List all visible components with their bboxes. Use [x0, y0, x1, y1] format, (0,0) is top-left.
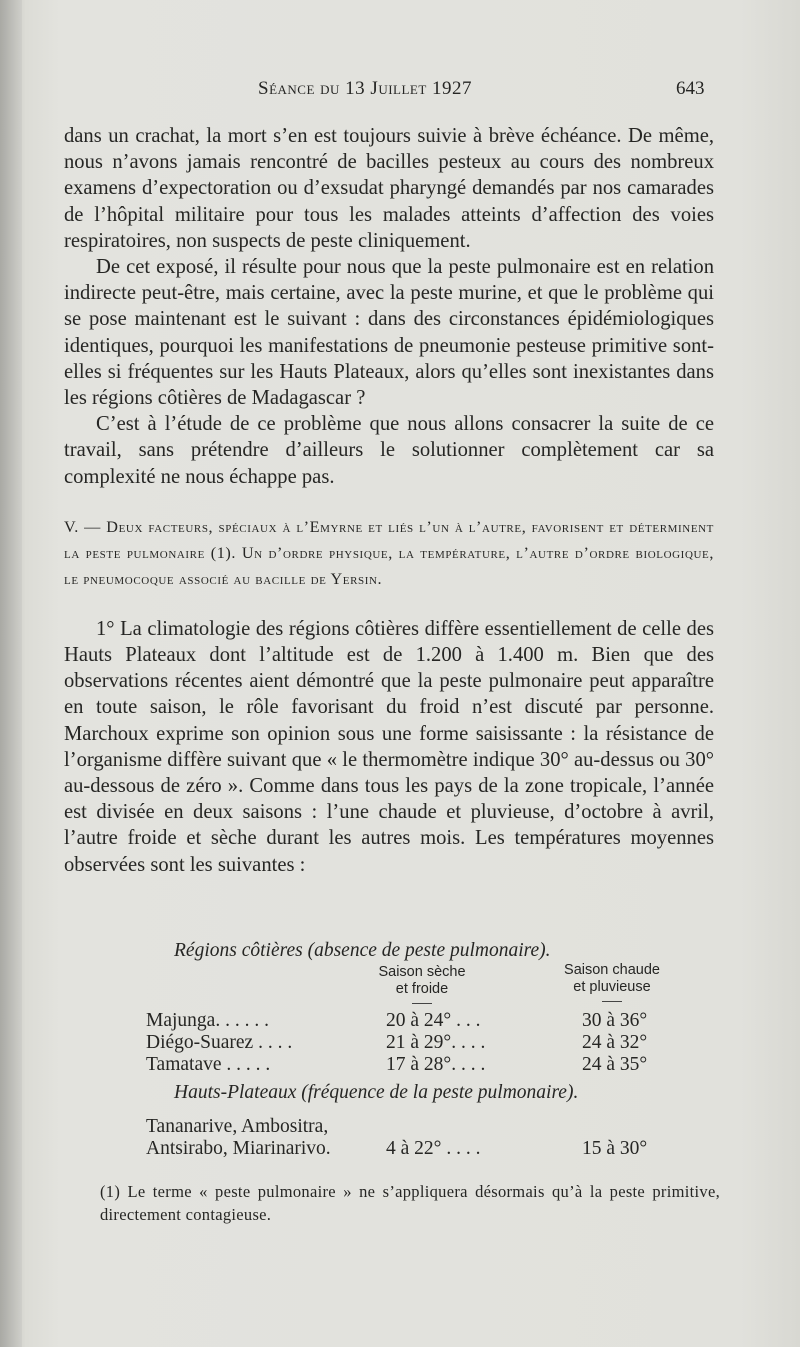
page-header	[0, 78, 800, 108]
column-rule	[412, 1003, 432, 1004]
wet-season-temp: 30 à 36°	[582, 1010, 648, 1031]
column-header-dry	[372, 964, 472, 998]
wet-season-temp: 24 à 32°	[582, 1032, 648, 1053]
page-number: 643	[676, 78, 705, 99]
station-name: Tamatave . . . . .	[146, 1054, 271, 1075]
dry-season-temp: 17 à 28°. . . .	[386, 1054, 486, 1075]
region-coastal-title: Régions côtières (absence de peste pulmonaire).	[174, 940, 551, 961]
paragraph: C’est à l’étude de ce problème que nous allons consacrer la suite de ce travail, sans prétendre d’ailleurs le solutionner complètement car sa complexité ne nous échappe pas.	[64, 413, 714, 488]
station-name: Diégo-Suarez . . . .	[146, 1032, 293, 1053]
climate-paragraph: 1° La climatologie des régions côtières diffère essentiellement de celle des Hauts Plateaux dont l’altitude est de 1.200 à 1.400 m. Bien que des observations récentes aient démontré que la peste pulmonaire peut apparaître en toute saison, le rôle favorisant du froid n’est discuté par personne. Marchoux exprime son opinion sous une forme saisissante : la résistance de l’organisme diffère suivant que « le thermomètre indique 30° au-dessus ou 30° au-dessous de zéro ». Comme dans tous les pays de la zone tropicale, l’année est divisée en deux saisons : l’une chaude et pluvieuse, d’octobre à avril, l’autre froide et sèche durant les autres mois. Les températures moyennes observées sont les suivantes :	[64, 617, 714, 876]
running-title: Séance du 13 Juillet 1927	[258, 78, 473, 99]
wet-season-temp: 24 à 35°	[582, 1054, 648, 1075]
paragraph: dans un crachat, la mort s’en est toujours suivie à brève échéance. De même, nous n’avons jamais rencontré de bacilles pesteux au cours des nombreux examens d’expectoration ou d’exsudat pharyngé demandés par nos camarades de l’hôpital militaire pour tous les malades atteints d’affection des voies respiratoires, non suspects de peste cliniquement.	[64, 125, 714, 252]
region-highlands-title: Hauts-Plateaux (fréquence de la peste pulmonaire).	[174, 1082, 579, 1103]
column-header-wet	[552, 962, 672, 996]
page-gutter-shadow	[0, 0, 22, 1347]
column-header-line: et froide	[395, 981, 449, 997]
column-rule	[602, 1001, 622, 1002]
station-names-line: Antsirabo, Miarinarivo.	[146, 1138, 331, 1159]
station-name: Majunga. . . . . .	[146, 1010, 269, 1031]
column-header-line: et pluvieuse	[573, 979, 651, 995]
wet-season-temp: 15 à 30°	[582, 1138, 648, 1159]
paragraph: De cet exposé, il résulte pour nous que la peste pulmonaire est en relation indirecte peut-être, mais certaine, avec la peste murine, et que le problème qui se pose maintenant est le suivant : dans des circonstances épidémiologiques identiques, pourquoi les manifestations de pneumonie pesteuse primitive sont-elles si fréquentes sur les Hauts Plateaux, alors qu’elles sont inexistantes dans les régions côtières de Madagascar ?	[64, 256, 714, 410]
dry-season-temp: 21 à 29°. . . .	[386, 1032, 486, 1053]
footnote: (1) Le terme « peste pulmonaire » ne s’appliquera désormais qu’à la peste primitive, directement contagieuse.	[100, 1182, 720, 1224]
section-heading: V. — Deux facteurs, spéciaux à l’Emyrne et liés l’un à l’autre, favorisent et déterminent la peste pulmonaire (1). Un d’ordre physique, la température, l’autre d’ordre biologique, le pneumocoque associé au bacille de Yersin.	[64, 517, 714, 588]
main-text	[64, 123, 714, 878]
column-header-line: Saison chaude	[564, 962, 660, 978]
dry-season-temp: 20 à 24° . . .	[386, 1010, 481, 1031]
station-names-line: Tananarive, Ambositra,	[146, 1116, 329, 1137]
dry-season-temp: 4 à 22° . . . .	[386, 1138, 481, 1159]
column-header-line: Saison sèche	[378, 964, 466, 980]
